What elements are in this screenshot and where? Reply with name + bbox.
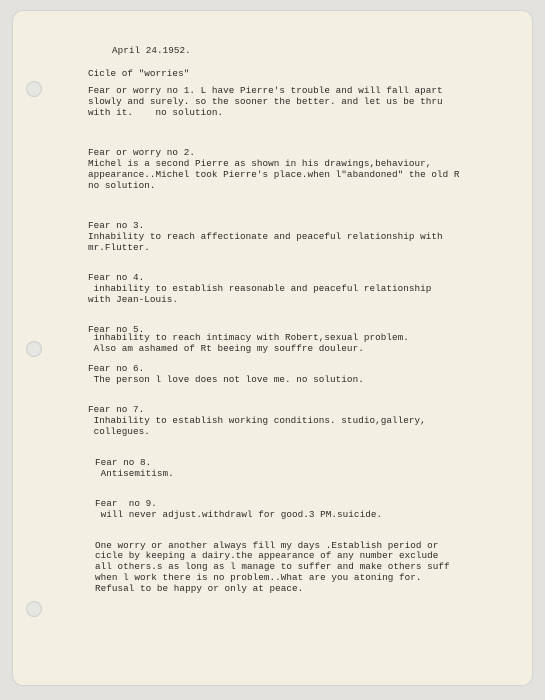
fear-7-line-1: Fear no 7. — [88, 404, 145, 415]
closing-line-2: cicle by keeping a dairy.the appearance of any number exclude — [95, 550, 439, 561]
fear-3-line-3: mr.Flutter. — [88, 242, 150, 253]
fear-1-line-2: slowly and surely. so the sooner the better. and let us be thru — [88, 96, 443, 107]
binder-hole — [26, 601, 42, 617]
fear-2-line-3: appearance..Michel took Pierre's place.when l"abandoned" the old R — [88, 169, 460, 180]
binder-hole — [26, 81, 42, 97]
fear-5-line-3: Also am ashamed of Rt beeing my souffre douleur. — [88, 343, 364, 354]
fear-2-line-2: Michel is a second Pierre as shown in his drawings,behaviour, — [88, 158, 432, 169]
document-title: Cicle of "worries" — [88, 68, 190, 79]
fear-5-line-1: Fear no 5. — [88, 324, 145, 335]
fear-3-line-2: Inhability to reach affectionate and peaceful relationship with — [88, 231, 443, 242]
closing-line-5: Refusal to be happy or only at peace. — [95, 583, 304, 594]
typewritten-page — [13, 11, 532, 685]
fear-7-line-3: collegues. — [88, 426, 150, 437]
fear-3-line-1: Fear no 3. — [88, 220, 145, 231]
fear-9-line-2: will never adjust.withdrawl for good.3 PM.suicide. — [95, 509, 383, 520]
fear-2-line-1: Fear or worry no 2. — [88, 147, 195, 158]
fear-9-line-1: Fear no 9. — [95, 498, 157, 509]
fear-6-line-1: Fear no 6. — [88, 363, 145, 374]
fear-8-line-1: Fear no 8. — [95, 457, 152, 468]
fear-5-line-2: inhability to reach intimacy with Robert,sexual problem. — [88, 332, 409, 343]
fear-4-line-1: Fear no 4. — [88, 272, 145, 283]
fear-1-line-1: Fear or worry no 1. L have Pierre's trouble and will fall apart — [88, 85, 443, 96]
fear-8-line-2: Antisemitism. — [95, 468, 174, 479]
fear-1-line-3: with it. no solution. — [88, 107, 224, 118]
fear-4-line-3: with Jean-Louis. — [88, 294, 179, 305]
fear-7-line-2: Inhability to establish working conditions. studio,gallery, — [88, 415, 426, 426]
fear-4-line-2: inhability to establish reasonable and peaceful relationship — [88, 283, 432, 294]
binder-hole — [26, 341, 42, 357]
closing-line-1: One worry or another always fill my days .Establish period or — [95, 540, 439, 551]
fear-2-line-4: no solution. — [88, 180, 156, 191]
closing-line-3: all others.s as long as l manage to suffer and make others suff — [95, 561, 450, 572]
closing-line-4: when l work there is no problem..What are you atoning for. — [95, 572, 422, 583]
document-date: April 24.1952. — [112, 45, 191, 56]
fear-6-line-2: The person l love does not love me. no solution. — [88, 374, 364, 385]
